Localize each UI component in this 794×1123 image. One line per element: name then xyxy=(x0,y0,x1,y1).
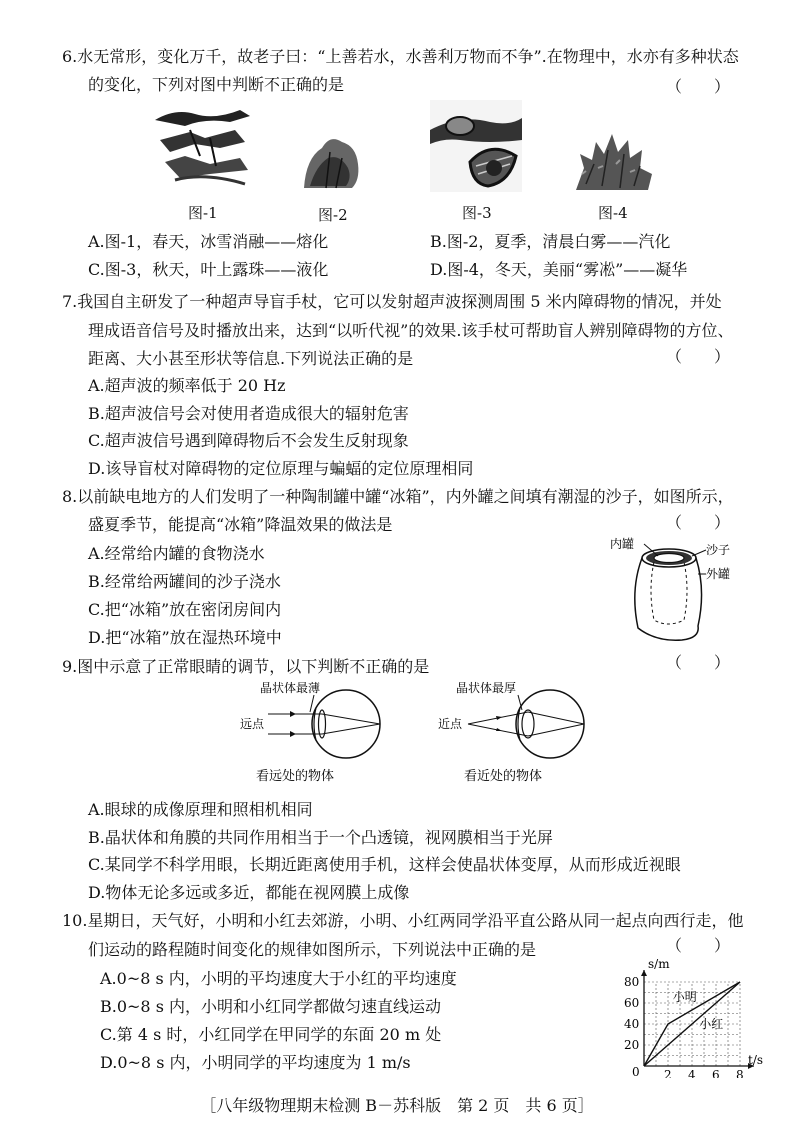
q10-option-c: C.第 4 s 时，小红同学在甲同学的东面 20 m 处 xyxy=(100,1025,442,1044)
q8-label-sand: 沙子 xyxy=(706,543,731,557)
q9-option-b: B.晶状体和角膜的共同作用相当于一个凸透镜，视网膜相当于光屏 xyxy=(88,828,553,847)
q6-stem-line2: 的变化，下列对图中判断不正确的是 xyxy=(88,75,345,94)
q7-option-c: C.超声波信号遇到障碍物后不会发生反射现象 xyxy=(88,431,409,450)
chart-series-label-xiaohong: 小红 xyxy=(699,1017,724,1032)
q10-option-d: D.0~8 s 内，小明同学的平均速度为 1 m/s xyxy=(100,1053,411,1072)
q6-option-b: B.图-2，夏季，清晨白雾——汽化 xyxy=(430,232,671,251)
chart-series-label-xiaoming: 小明 xyxy=(672,989,697,1004)
q10-option-a: A.0~8 s 内，小明的平均速度大于小红的平均速度 xyxy=(100,969,457,988)
q6-caption-4: 图-4 xyxy=(598,204,628,222)
q6-caption-1: 图-1 xyxy=(188,204,218,222)
x-tick-label: 2 xyxy=(664,1068,672,1078)
q8-stem-line2: 盛夏季节，能提高“冰箱”降温效果的做法是 xyxy=(88,515,393,534)
q9-option-c: C.某同学不科学用眼，长期近距离使用手机，这样会使晶状体变厚，从而形成近视眼 xyxy=(88,855,681,874)
q9-eye1-lens-label: 晶状体最薄 xyxy=(260,681,321,695)
q8-answer-paren: （ ） xyxy=(666,513,731,532)
y-tick-label: 80 xyxy=(624,975,640,989)
q9-eye2-caption: 看近处的物体 xyxy=(464,769,543,784)
q10-stem-line2: 们运动的路程随时间变化的规律如图所示，下列说法中正确的是 xyxy=(88,940,537,959)
q7-answer-paren: （ ） xyxy=(666,347,731,366)
q6-caption-2: 图-2 xyxy=(318,206,348,224)
q8-label-inner-jar: 内罐 xyxy=(610,537,635,551)
y-tick-label: 20 xyxy=(624,1038,640,1052)
q9-eye1-point-label: 远点 xyxy=(240,717,265,731)
chart-ylabel: s/m xyxy=(648,958,670,971)
q7-option-a: A.超声波的频率低于 20 Hz xyxy=(88,376,286,395)
q9-option-a: A.眼球的成像原理和照相机相同 xyxy=(88,800,313,819)
q6-option-c: C.图-3，秋天，叶上露珠——液化 xyxy=(88,260,329,279)
q10-stem-line1: 10.星期日，天气好，小明和小红去郊游，小明、小红两同学沿平直公路从同一起点向西行走，他 xyxy=(62,911,744,930)
y-axis-arrow xyxy=(641,970,647,976)
q8-label-outer-jar: 外罐 xyxy=(706,567,731,581)
chart-origin-label: 0 xyxy=(632,1065,640,1078)
y-tick-label: 40 xyxy=(624,1017,640,1031)
q8-pot-diagram xyxy=(610,530,740,648)
page-footer: ［八年级物理期末检测 B－苏科版 第 2 页 共 6 页］ xyxy=(200,1096,594,1115)
x-tick-label: 6 xyxy=(712,1068,720,1078)
q6-photo-3 xyxy=(430,100,522,192)
q8-option-a: A.经常给内罐的食物浇水 xyxy=(88,544,265,563)
q6-photo-4 xyxy=(572,124,656,194)
q6-option-a: A.图-1，春天，冰雪消融——熔化 xyxy=(88,232,329,251)
q7-stem-line1: 7.我国自主研发了一种超声导盲手杖，它可以发射超声波探测周围 5 米内障碍物的情况，并处 xyxy=(62,292,722,311)
q8-stem-line1: 8.以前缺电地方的人们发明了一种陶制罐中罐“冰箱”，内外罐之间填有潮湿的沙子，如图所示， xyxy=(62,487,734,506)
q8-option-d: D.把“冰箱”放在湿热环境中 xyxy=(88,628,282,647)
q7-stem-line2: 理成语音信号及时播放出来，达到“以听代视”的效果.该手杖可帮助盲人辨别障碍物的方位、 xyxy=(88,321,734,340)
q9-eye-diagram-far xyxy=(238,678,408,788)
q9-stem-line1: 9.图中示意了正常眼睛的调节，以下判断不正确的是 xyxy=(62,657,430,676)
q8-option-c: C.把“冰箱”放在密闭房间内 xyxy=(88,600,282,619)
q9-eye1-caption: 看远处的物体 xyxy=(256,769,335,784)
q9-answer-paren: （ ） xyxy=(666,653,731,672)
q9-eye2-lens-label: 晶状体最厚 xyxy=(456,681,517,695)
q6-option-d: D.图-4，冬天，美丽“雾凇”——凝华 xyxy=(430,260,688,279)
q7-option-d: D.该导盲杖对障碍物的定位原理与蝙蝠的定位原理相同 xyxy=(88,459,474,478)
q9-eye2-point-label: 近点 xyxy=(438,717,463,731)
x-tick-label: 4 xyxy=(688,1068,696,1078)
q10-option-b: B.0~8 s 内，小明和小红同学都做匀速直线运动 xyxy=(100,997,441,1016)
chart-xlabel: t/s xyxy=(748,1053,764,1067)
q6-photo-2 xyxy=(296,128,364,192)
y-tick-label: 60 xyxy=(624,996,640,1010)
q7-option-b: B.超声波信号会对使用者造成很大的辐射危害 xyxy=(88,404,409,423)
q9-eye-diagram-near xyxy=(438,678,608,788)
x-tick-label: 8 xyxy=(736,1068,744,1078)
q7-stem-line3: 距离、大小甚至形状等信息.下列说法正确的是 xyxy=(88,349,414,368)
q6-photo-1 xyxy=(150,100,260,192)
q8-option-b: B.经常给两罐间的沙子浇水 xyxy=(88,572,281,591)
q10-answer-paren: （ ） xyxy=(666,936,731,955)
q9-option-d: D.物体无论多远或多近，都能在视网膜上成像 xyxy=(88,883,410,902)
q10-st-chart xyxy=(616,958,766,1078)
q6-stem-line1: 6.水无常形，变化万千，故老子曰：“上善若水，水善利万物而不争”.在物理中，水亦有多种状态 xyxy=(62,47,739,66)
q6-answer-paren: （ ） xyxy=(666,77,731,96)
q6-caption-3: 图-3 xyxy=(462,204,492,222)
